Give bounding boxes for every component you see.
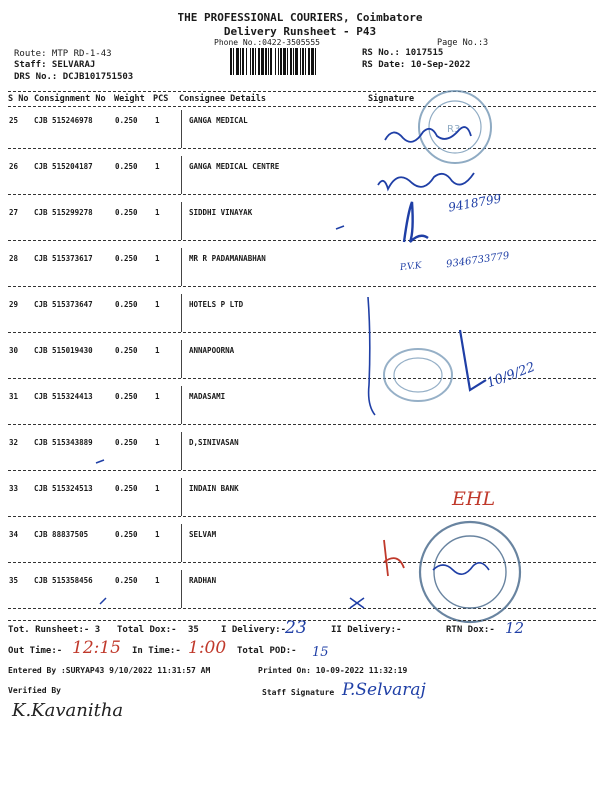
row-consignee: HOTELS P LTD [189, 300, 244, 309]
col-pcs: PCS [153, 94, 169, 104]
row-consignment: CJB 515299278 [34, 208, 93, 217]
row-pcs: 1 [155, 576, 160, 585]
col-consignment: Consignment No [34, 94, 106, 104]
row-pcs: 1 [155, 346, 160, 355]
row-sno: 27 [9, 208, 19, 217]
row-sno: 31 [9, 392, 19, 401]
signature-icon [404, 202, 428, 242]
row-consignee: MADASAMI [189, 392, 226, 401]
out-time-value: 12:15 [72, 638, 121, 658]
col-weight: Weight [114, 94, 145, 104]
rtn-dox-label: RTN Dox:- [446, 625, 495, 635]
round-stamp-icon [420, 522, 520, 622]
row-consignment: CJB 515246978 [34, 116, 93, 125]
row-consignment: CJB 515343889 [34, 438, 93, 447]
signature-icon [378, 173, 474, 189]
handwritten-date: 10/9/22 [484, 359, 538, 392]
verified-signature: K.Kavanitha [12, 700, 124, 721]
row-pcs: 1 [155, 530, 160, 539]
i-delivery-value: 23 [285, 618, 307, 638]
row-pcs: 1 [155, 300, 160, 309]
ii-delivery-label: II Delivery:- [331, 625, 402, 635]
row-sno: 26 [9, 162, 19, 171]
row-consignee: SIDDHI VINAYAK [189, 208, 253, 217]
row-sno: 32 [9, 438, 19, 447]
row-consignment: CJB 515373617 [34, 254, 93, 263]
row-pcs: 1 [155, 116, 160, 125]
row-weight: 0.250 [115, 116, 138, 125]
row-weight: 0.250 [115, 300, 138, 309]
row-pcs: 1 [155, 484, 160, 493]
handwritten-initials: EHL [452, 488, 496, 510]
round-stamp-icon [384, 349, 452, 401]
row-sno: 28 [9, 254, 19, 263]
phone-number: Phone No.:0422-3505555 [214, 38, 320, 47]
row-sno: 29 [9, 300, 19, 309]
row-consignment: CJB 515204187 [34, 162, 93, 171]
rs-number: RS No.: 1017515 [362, 48, 444, 58]
rtn-dox-value: 12 [505, 619, 525, 637]
printed-on: Printed On: 10-09-2022 11:32:19 [258, 666, 408, 675]
row-weight: 0.250 [115, 208, 138, 217]
page-number: Page No.:3 [437, 38, 489, 48]
row-consignment: CJB 515373647 [34, 300, 93, 309]
row-consignee: GANGA MEDICAL [189, 116, 248, 125]
row-weight: 0.250 [115, 438, 138, 447]
col-consignee: Consignee Details [179, 94, 266, 104]
row-sno: 30 [9, 346, 19, 355]
row-sno: 34 [9, 530, 19, 539]
row-consignee: ANNAPOORNA [189, 346, 235, 355]
row-pcs: 1 [155, 162, 160, 171]
row-pcs: 1 [155, 254, 160, 263]
row-weight: 0.250 [115, 530, 138, 539]
tot-runsheet: Tot. Runsheet:- 3 [8, 625, 101, 635]
round-stamp-icon [419, 91, 491, 163]
row-weight: 0.250 [115, 484, 138, 493]
row-consignee: GANGA MEDICAL CENTRE [189, 162, 280, 171]
row-weight: 0.250 [115, 392, 138, 401]
row-weight: 0.250 [115, 576, 138, 585]
handwritten-phone: 9418799 [447, 191, 503, 215]
row-weight: 0.250 [115, 254, 138, 263]
handwritten-phone: 9346733779 [445, 250, 511, 271]
route-label: Route: MTP RD-1-43 [14, 49, 112, 59]
row-consignee: INDAIN BANK [189, 484, 239, 493]
col-sno: S No [8, 94, 29, 104]
row-sno: 33 [9, 484, 19, 493]
row-weight: 0.250 [115, 346, 138, 355]
runsheet-title: Delivery Runsheet - P43 [223, 25, 377, 38]
rs-date: RS Date: 10-Sep-2022 [362, 60, 471, 70]
row-weight: 0.250 [115, 162, 138, 171]
in-time-label: In Time:- [132, 646, 181, 656]
out-time-label: Out Time:- [8, 646, 63, 656]
row-consignment: CJB 515019430 [34, 346, 93, 355]
drs-number: DRS No.: DCJB101751503 [14, 72, 134, 82]
row-consignment: CJB 515358456 [34, 576, 93, 585]
row-consignee: SELVAM [189, 530, 217, 539]
total-pod-value: 15 [312, 645, 329, 660]
row-pcs: 1 [155, 208, 160, 217]
handwritten-name: P.V.K [399, 260, 423, 274]
row-consignment: CJB 88837505 [34, 530, 89, 539]
total-dox-label: Total Dox:- [117, 625, 177, 635]
row-sno: 25 [9, 116, 19, 125]
signature-icon [460, 330, 486, 390]
total-pod-label: Total POD:- [237, 646, 297, 656]
in-time-value: 1:00 [188, 638, 227, 658]
total-dox-value: 35 [188, 625, 199, 635]
row-consignee: D,SINIVASAN [189, 438, 239, 447]
row-consignee: RADHAN [189, 576, 217, 585]
company-title: THE PROFESSIONAL COURIERS, Coimbatore [177, 11, 423, 24]
verified-by-label: Verified By [8, 686, 61, 695]
staff-label: Staff: SELVARAJ [14, 60, 96, 70]
col-signature: Signature [368, 94, 415, 104]
svg-text:R3: R3 [447, 124, 461, 135]
row-consignment: CJB 515324513 [34, 484, 93, 493]
row-consignee: MR R PADAMANABHAN [189, 254, 266, 263]
row-pcs: 1 [155, 438, 160, 447]
row-sno: 35 [9, 576, 19, 585]
row-consignment: CJB 515324413 [34, 392, 93, 401]
row-pcs: 1 [155, 392, 160, 401]
entered-by: Entered By :SURYAP43 9/10/2022 11:31:57 AM [8, 666, 211, 675]
staff-signature-label: Staff Signature [262, 688, 335, 697]
i-delivery-label: I Delivery:- [221, 625, 287, 635]
staff-signature: P.Selvaraj [342, 680, 426, 700]
